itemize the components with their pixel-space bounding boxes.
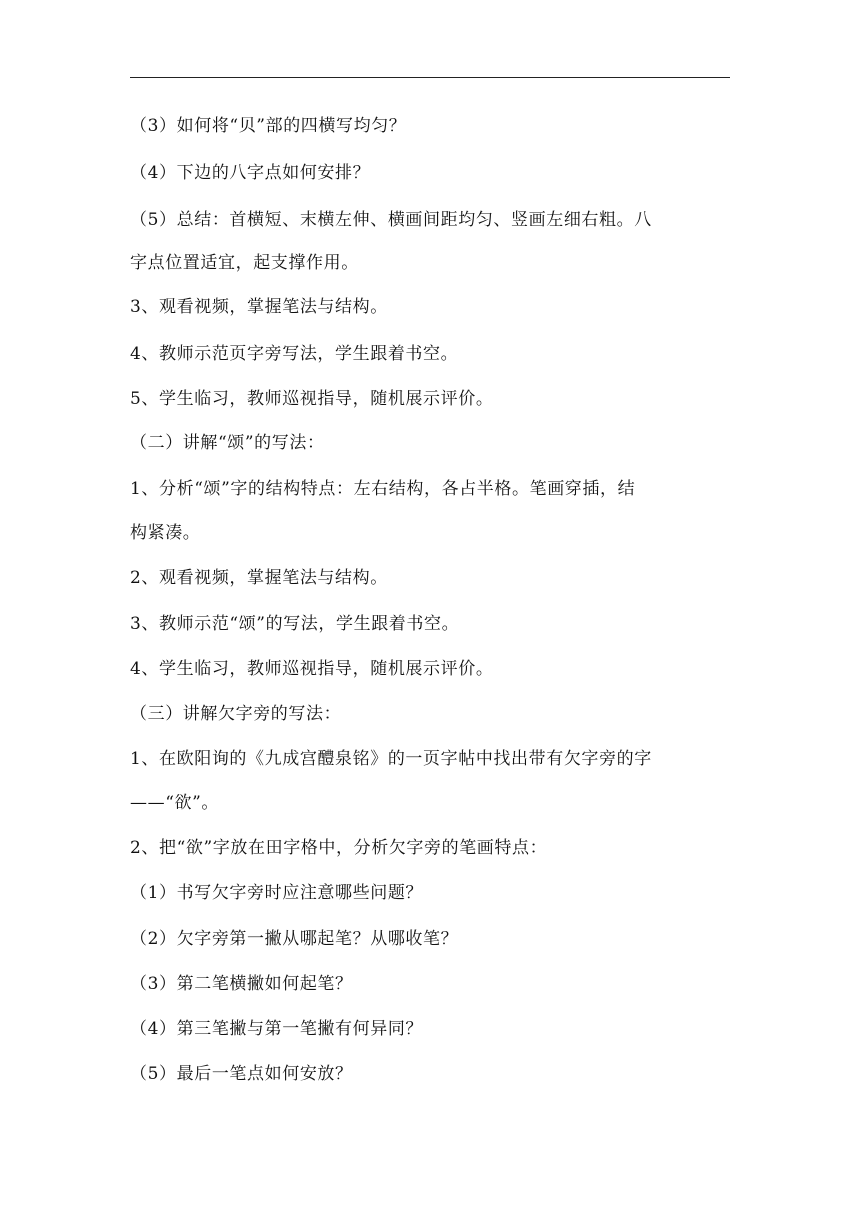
text-line: 3、观看视频，掌握笔法与结构。	[130, 297, 388, 317]
text-line: 构紧凑。	[130, 523, 201, 543]
text-line: （3）如何将“贝”部的四横写均匀？	[130, 116, 407, 136]
text-line: 5、学生临习，教师巡视指导，随机展示评价。	[130, 389, 494, 409]
text-line: 4、教师示范页字旁写法，学生跟着书空。	[130, 344, 459, 364]
text-line: （5）最后一笔点如何安放？	[130, 1064, 353, 1084]
text-line: 1、分析“颂”字的结构特点：左右结构，各占半格。笔画穿插，结	[130, 479, 636, 499]
text-line: 字点位置适宜，起支撑作用。	[130, 253, 359, 273]
text-line: （4）下边的八字点如何安排？	[130, 163, 371, 183]
text-line: 3、教师示范“颂”的写法，学生跟着书空。	[130, 614, 460, 634]
section-heading: （三）讲解欠字旁的写法：	[130, 704, 342, 724]
text-line: （5）总结：首横短、末横左伸、横画间距均匀、竖画左细右粗。八	[130, 210, 652, 230]
text-line: 2、观看视频，掌握笔法与结构。	[130, 568, 388, 588]
header-rule	[130, 77, 730, 78]
text-line: （1）书写欠字旁时应注意哪些问题？	[130, 883, 424, 903]
text-line: 4、学生临习，教师巡视指导，随机展示评价。	[130, 659, 494, 679]
section-heading: （二）讲解“颂”的写法：	[130, 433, 325, 453]
text-line: ——“欲”。	[130, 793, 219, 813]
text-line: （3）第二笔横撇如何起笔？	[130, 974, 353, 994]
text-line: 1、在欧阳询的《九成宫醴泉铭》的一页字帖中找出带有欠字旁的字	[130, 749, 652, 769]
text-line: 2、把“欲”字放在田字格中，分析欠字旁的笔画特点：	[130, 838, 548, 858]
text-line: （2）欠字旁第一撇从哪起笔？从哪收笔？	[130, 929, 459, 949]
text-line: （4）第三笔撇与第一笔撇有何异同？	[130, 1019, 424, 1039]
